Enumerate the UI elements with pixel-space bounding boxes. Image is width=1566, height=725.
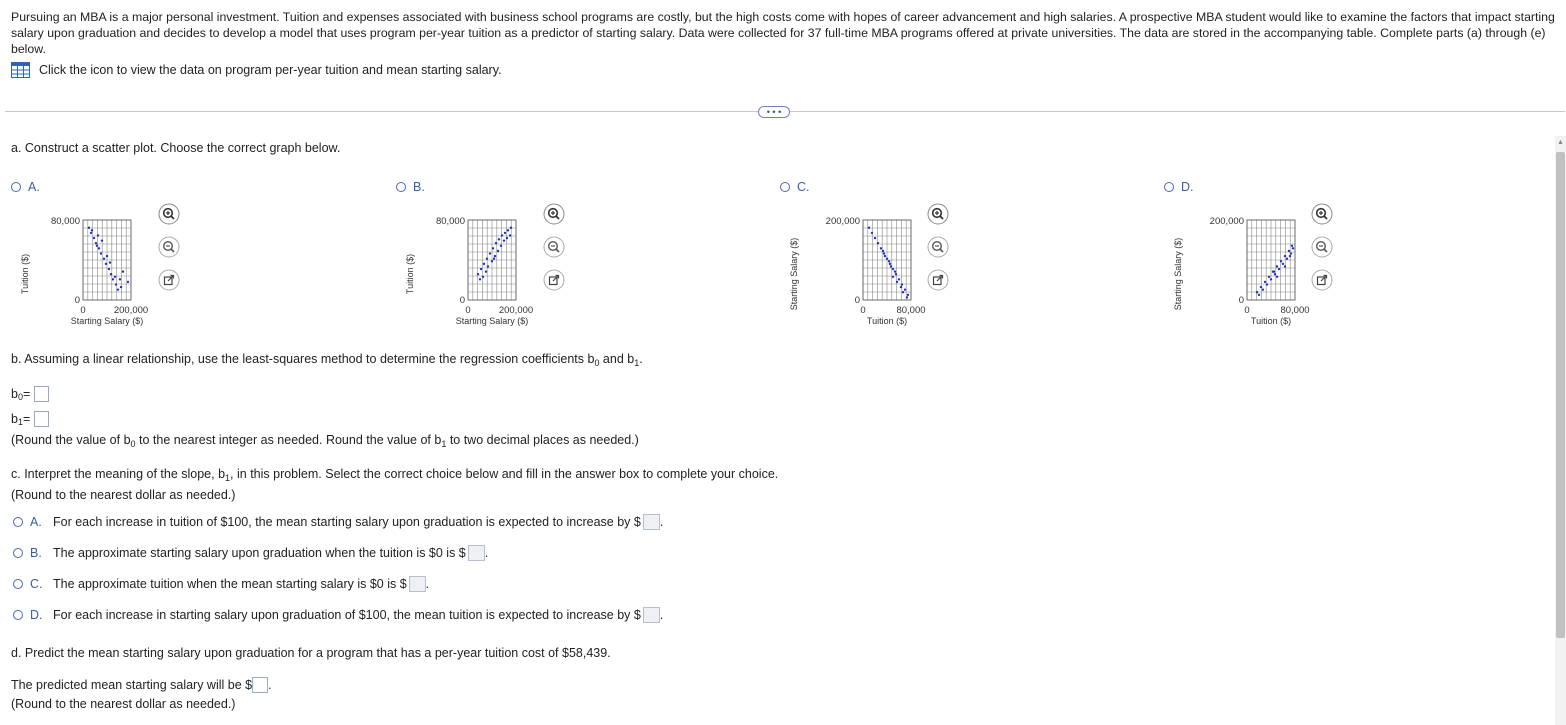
data-point [487,265,489,267]
radio-option-c[interactable] [780,182,790,192]
data-point [480,268,482,270]
data-point [892,276,894,278]
data-point [105,263,107,265]
choice-answer-input[interactable] [468,545,485,561]
table-icon[interactable] [11,62,30,78]
scrollbar-thumb[interactable] [1556,152,1565,638]
choice-answer-input[interactable] [643,607,660,623]
data-point [485,270,487,272]
slope-choice-a[interactable] [13,514,663,530]
slope-choice-d[interactable] [13,607,663,623]
scatter-option-b[interactable] [396,180,425,194]
open-external-icon[interactable] [543,269,565,291]
data-point [1288,250,1290,252]
data-point [1256,291,1258,293]
data-point [486,258,488,260]
data-point [112,278,114,280]
data-point [907,294,909,296]
view-data-text[interactable]: Click the icon to view the data on program per-year tuition and mean starting salary. [39,63,502,77]
zoom-out-icon[interactable] [927,236,949,258]
data-point [114,276,116,278]
part-c-question: c. Interpret the meaning of the slope, $b_1$, in this problem. Select the correct choice below and fill in the answer box to complete your choice. [11,467,779,483]
y-tick-zero: 0 [854,295,860,306]
data-point [109,261,111,263]
option-label: A. [28,180,40,194]
data-point [1273,270,1275,272]
data-point [491,260,493,262]
data-point [1292,247,1294,249]
view-data-link[interactable] [11,62,502,78]
data-point [1286,258,1288,260]
data-point [509,234,511,236]
data-point [1258,294,1260,296]
data-point [492,247,494,249]
data-point [498,238,500,240]
data-point [500,245,502,247]
data-point [110,273,112,275]
scatter-graph-c [788,208,948,333]
data-point [120,286,122,288]
data-point [894,270,896,272]
data-point [898,278,900,280]
y-tick-max: 80,000 [50,216,80,227]
data-point [904,288,906,290]
graph-controls [543,203,565,291]
part-b-question: b. Assuming a linear relationship, use the least-squares method to determine the regression coefficients $b_0$ and $b_1$. [11,352,643,368]
zoom-in-icon[interactable] [1311,203,1333,225]
zoom-in-icon[interactable] [158,203,180,225]
slope-choice-b[interactable] [13,545,488,561]
scatter-option-d[interactable] [1164,180,1194,194]
open-external-icon[interactable] [158,269,180,291]
data-point [892,268,894,270]
data-point [127,281,129,283]
data-point [1274,273,1276,275]
data-point [482,276,484,278]
data-point [902,291,904,293]
x-tick-zero: 0 [80,305,86,316]
data-point [1284,255,1286,257]
y-tick-max: 80,000 [435,216,465,227]
data-point [106,255,108,257]
choice-end: . [659,515,664,529]
data-point [494,255,496,257]
choice-end: . [484,546,489,560]
data-point [880,247,882,249]
scatter-option-a[interactable] [11,180,40,194]
data-point [108,268,110,270]
data-point [98,247,100,249]
data-point [493,258,495,260]
choice-text: The approximate starting salary upon graduation when the tuition is $0 is $ [53,546,466,560]
x-tick-zero: 0 [1244,305,1250,316]
zoom-in-icon[interactable] [927,203,949,225]
radio-choice-b[interactable] [13,548,23,558]
data-point [115,283,117,285]
data-point [1291,245,1293,247]
data-point [510,227,512,229]
data-point [868,227,870,229]
data-point [100,252,102,254]
radio-choice-c[interactable] [13,579,23,589]
data-point [889,263,891,265]
choice-label: B. [30,546,42,560]
data-point [900,286,902,288]
data-point [117,288,119,290]
part-d-question: d. Predict the mean starting salary upon graduation for a program that has a per-year tuition cost of $58,439. [11,646,611,660]
data-point [103,258,105,260]
choice-label: A. [30,515,42,529]
data-point [489,252,491,254]
scatter-option-c[interactable] [780,180,810,194]
data-point [501,234,503,236]
choice-label: D. [30,608,43,622]
data-point [97,234,99,236]
data-point [888,260,890,262]
part-a-question: a. Construct a scatter plot. Choose the correct graph below. [11,141,341,155]
choice-text: For each increase in starting salary upon graduation of $100, the mean tuition is expected to increase by $ [53,608,641,622]
predicted-salary-input[interactable] [252,677,268,693]
data-point [906,296,908,298]
x-axis-title: Tuition ($) [866,316,908,326]
scatter-graph-a [19,208,179,333]
radio-option-d[interactable] [1164,182,1174,192]
x-tick-zero: 0 [465,305,471,316]
data-point [122,270,124,272]
data-point [1280,260,1282,262]
data-point [1290,252,1292,254]
radio-option-a[interactable] [11,182,21,192]
option-label: D. [1181,180,1194,194]
y-axis-title: Tuition ($) [405,253,415,295]
radio-option-b[interactable] [396,182,406,192]
data-point [1266,283,1268,285]
data-point [504,232,506,234]
y-axis-title: Tuition ($) [20,253,30,295]
choice-text: The approximate tuition when the mean starting salary is $0 is $ [53,577,407,591]
part-b-rounding-note: (Round the value of $b_0$ to the nearest integer as needed. Round the value of $b_1$ to two decimal places as needed.) [11,433,639,449]
data-point [883,252,885,254]
expand-more-button[interactable]: • • • [758,106,790,118]
graph-controls [158,203,180,291]
data-point [1289,255,1291,257]
data-point [93,237,95,239]
data-point [1262,288,1264,290]
choice-end: . [659,608,664,622]
problem-statement: Pursuing an MBA is a major personal investment. Tuition and expenses associated with business school programs are costly, but the high costs come with hopes of career advancement and high salaries. A prospective MBA student would like to examine the factors that impact starting salary upon graduation and decides to develop a model that uses program per-year tuition as a predictor of starting salary. Data were collected for 37 full-time MBA programs offered at private universities. The data are stored in the accompanying table. Complete parts (a) through (e) below. [11,10,1555,56]
choice-answer-input[interactable] [643,514,660,530]
y-tick-zero: 0 [74,295,80,306]
data-point [101,239,103,241]
data-point [1282,263,1284,265]
data-point [88,227,90,229]
data-point [90,232,92,234]
choice-answer-input[interactable] [409,576,426,592]
radio-choice-d[interactable] [13,610,23,620]
scroll-up-arrow-icon[interactable]: ▲ [1557,138,1564,146]
x-tick-zero: 0 [860,305,866,316]
data-point [503,239,505,241]
data-point [886,258,888,260]
data-point [896,281,898,283]
b0-input[interactable] [34,386,49,402]
y-tick-max: 200,000 [1209,216,1244,227]
y-axis-title: Starting Salary ($) [1173,237,1183,311]
data-point [1276,276,1278,278]
open-external-icon[interactable] [927,269,949,291]
data-point [1278,268,1280,270]
data-point [1284,265,1286,267]
data-point [874,237,876,239]
data-point [495,242,497,244]
b1-row: b 1 = [11,411,49,427]
graph-controls [927,203,949,291]
graph-controls [1311,203,1333,291]
data-point [95,242,97,244]
choice-end: . [425,577,430,591]
zoom-out-icon[interactable] [158,236,180,258]
data-point [497,250,499,252]
part-d-answer-row: The predicted mean starting salary will be $ . [11,678,272,692]
scatter-graph-d [1172,208,1332,333]
data-point [119,278,121,280]
data-point [96,245,98,247]
b1-input[interactable] [34,411,49,427]
option-label: C. [797,180,810,194]
data-point [91,229,93,231]
x-tick-max: 80,000 [896,305,926,316]
data-point [882,250,884,252]
data-point [483,263,485,265]
data-point [890,265,892,267]
data-point [901,283,903,285]
choice-label: C. [30,577,43,591]
y-tick-zero: 0 [459,295,465,306]
x-tick-max: 200,000 [113,305,149,316]
x-tick-max: 200,000 [498,305,534,316]
b0-row: b 0 = [11,386,49,402]
part-d-rounding-note: (Round to the nearest dollar as needed.) [11,697,236,711]
zoom-in-icon[interactable] [543,203,565,225]
data-point [1276,265,1278,267]
option-label: B. [413,180,425,194]
data-point [871,232,873,234]
part-c-rounding-note: (Round to the nearest dollar as needed.) [11,488,236,502]
y-axis-title: Starting Salary ($) [789,237,799,311]
data-point [507,229,509,231]
data-point [477,273,479,275]
x-axis-title: Starting Salary ($) [70,316,144,326]
data-point [1268,276,1270,278]
slope-choice-c[interactable] [13,576,429,592]
choice-text: For each increase in tuition of $100, the mean starting salary upon graduation is expected to increase by $ [53,515,641,529]
data-point [479,278,481,280]
data-point [1260,286,1262,288]
data-point [1264,281,1266,283]
data-point [1270,278,1272,280]
y-tick-zero: 0 [1238,295,1244,306]
data-point [877,242,879,244]
x-axis-title: Starting Salary ($) [455,316,529,326]
zoom-out-icon[interactable] [543,236,565,258]
data-point [884,255,886,257]
data-point [506,237,508,239]
data-point [895,273,897,275]
x-axis-title: Tuition ($) [1250,316,1292,326]
y-tick-max: 200,000 [825,216,860,227]
x-tick-max: 80,000 [1280,305,1310,316]
zoom-out-icon[interactable] [1311,236,1333,258]
radio-choice-a[interactable] [13,517,23,527]
scatter-graph-b [404,208,564,333]
open-external-icon[interactable] [1311,269,1333,291]
